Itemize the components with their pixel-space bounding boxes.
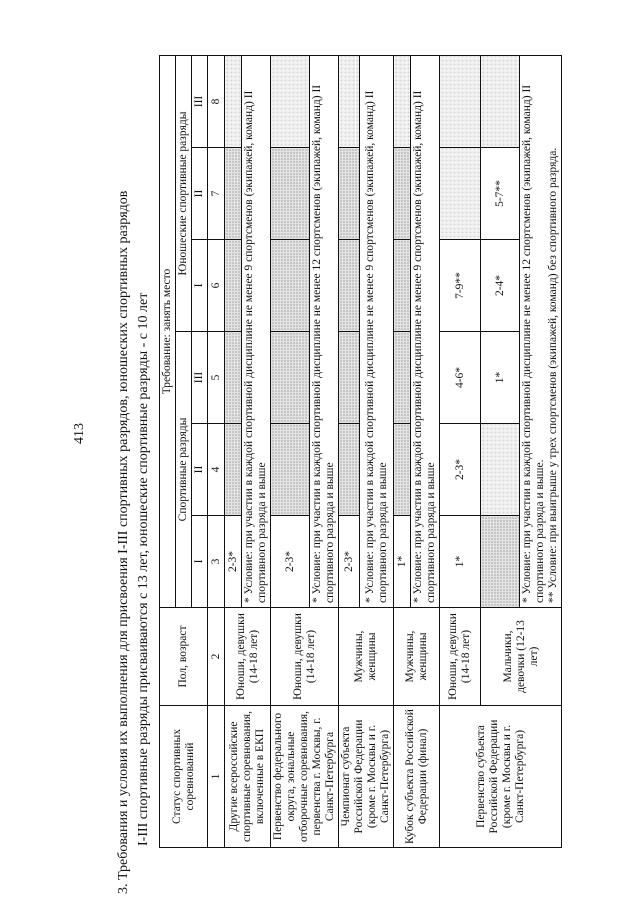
requirements-table [159,55,562,848]
shaded-cell [481,56,520,148]
col-number: 1 [208,706,225,848]
shaded-cell [271,148,310,240]
place-cell: 2-4* [481,240,520,332]
shaded-cell [394,332,411,424]
shaded-cell [271,332,310,424]
condition-text: * Условие: при участии в каждой спортивной дисциплине не менее 12 спортсменов (экипажей, команд) II спортивного разряда и выше [310,56,339,608]
column-number-row [208,56,225,848]
place-cell: 2-3* [440,424,481,516]
gender-age: Юноши, девушки (14-18 лет) [271,608,339,706]
place-cell: 1* [440,516,481,608]
col-number: 8 [208,56,225,148]
section-title: 3. Требования и условия их выполнения для присвоения I-III спортивных разрядов, юношеских спортивных разрядов [116,190,131,894]
shaded-cell [481,424,520,516]
gender-age: Мужчины, женщины [339,608,394,706]
competition-status: Первенство субъекта Российской Федерации (кроме г. Москвы и г. Санкт-Петербурга) [440,706,562,848]
shaded-cell [394,56,411,148]
rank-col-header: I [192,240,208,332]
place-cell: 2-3* [271,516,310,608]
shaded-cell [225,424,242,516]
col-number: 4 [208,424,225,516]
rank-col-header: II [192,424,208,516]
condition-text: * Условие: при участии в каждой спортивной дисциплине не менее 9 спортсменов (экипажей, команд) II спортивного разряда и выше [242,56,271,608]
rotated-page-content [116,36,636,896]
shaded-cell [225,240,242,332]
place-cell: 2-3* [225,516,242,608]
shaded-cell [339,56,360,148]
shaded-cell [271,424,310,516]
header-row-1 [160,56,176,848]
shaded-cell [225,332,242,424]
header-status: Статус спортивных соревнований [160,706,208,848]
table-row [339,56,360,848]
shaded-cell [225,148,242,240]
col-number: 6 [208,240,225,332]
shaded-cell [225,56,242,148]
table-row [271,56,310,848]
shaded-cell [271,56,310,148]
rank-col-header: III [192,56,208,148]
col-number: 3 [208,516,225,608]
shaded-cell [339,424,360,516]
rank-col-header: I [192,516,208,608]
table-row [394,56,411,848]
col-number: 5 [208,332,225,424]
col-number: 7 [208,148,225,240]
place-cell: 4-6* [440,332,481,424]
header-gender-age: Пол, возраст [160,608,208,706]
rank-col-header: II [192,148,208,240]
place-cell: 1* [481,332,520,424]
shaded-cell [440,148,481,240]
shaded-cell [394,424,411,516]
table-row [440,56,481,848]
gender-age: Юноши, девушки (14-18 лет) [225,608,271,706]
shaded-cell [481,516,520,608]
shaded-cell [271,240,310,332]
gender-age: Юноши, девушки (14-18 лет) [440,608,481,706]
shaded-cell [394,148,411,240]
header-sport-ranks: Спортивные разряды [176,332,192,608]
place-cell: 1* [394,516,411,608]
shaded-cell [394,240,411,332]
place-cell: 5-7** [481,148,520,240]
shaded-cell [339,240,360,332]
shaded-cell [339,332,360,424]
condition-text-2: ** Условие: при выигрыше у трех спортсменов (экипажей, команд) без спортивного разряда. [547,147,559,603]
competition-status: Кубок субъекта Российской Федерации (финал) [394,706,440,848]
rank-col-header: III [192,332,208,424]
competition-status: Чемпионат субъекта Российской Федерации (кроме г. Москвы и г. Санкт-Петербурга) [339,706,394,848]
condition-text: * Условие: при участии в каждой спортивной дисциплине не менее 9 спортсменов (экипажей, команд) II спортивного разряда и выше [360,56,394,608]
gender-age: Мальчики, девочки (12-13 лет) [481,608,562,706]
header-youth-ranks: Юношеские спортивные разряды [176,56,192,332]
place-cell: 7-9** [440,240,481,332]
gender-age: Мужчины, женщины [394,608,440,706]
shaded-cell [339,148,360,240]
condition-block [520,56,562,608]
table-row [225,56,242,848]
col-number: 2 [208,608,225,706]
condition-text: * Условие: при участии в каждой спортивной дисциплине не менее 12 спортсменов (экипажей, команд) II спортивного разряда и выше. [521,84,546,603]
shaded-cell [440,56,481,148]
place-cell: 2-3* [339,516,360,608]
competition-status: Другие всероссийские спортивные соревнования, включенные в ЕКП [225,706,271,848]
header-requirement: Требование: занять место [160,56,176,608]
competition-status: Первенство федерального округа, зональные отборочные соревнования, первенства г. Москвы, г. Санкт-Петербурга [271,706,339,848]
condition-text: * Условие: при участии в каждой спортивной дисциплине не менее 9 спортсменов (экипажей, команд) II спортивного разряда и выше [411,56,440,608]
section-subtitle: I-III спортивные разряды присваиваются с 13 лет, юношеские спортивные разряды - с 10 лет [136,292,151,846]
page-number: 413 [72,423,87,444]
